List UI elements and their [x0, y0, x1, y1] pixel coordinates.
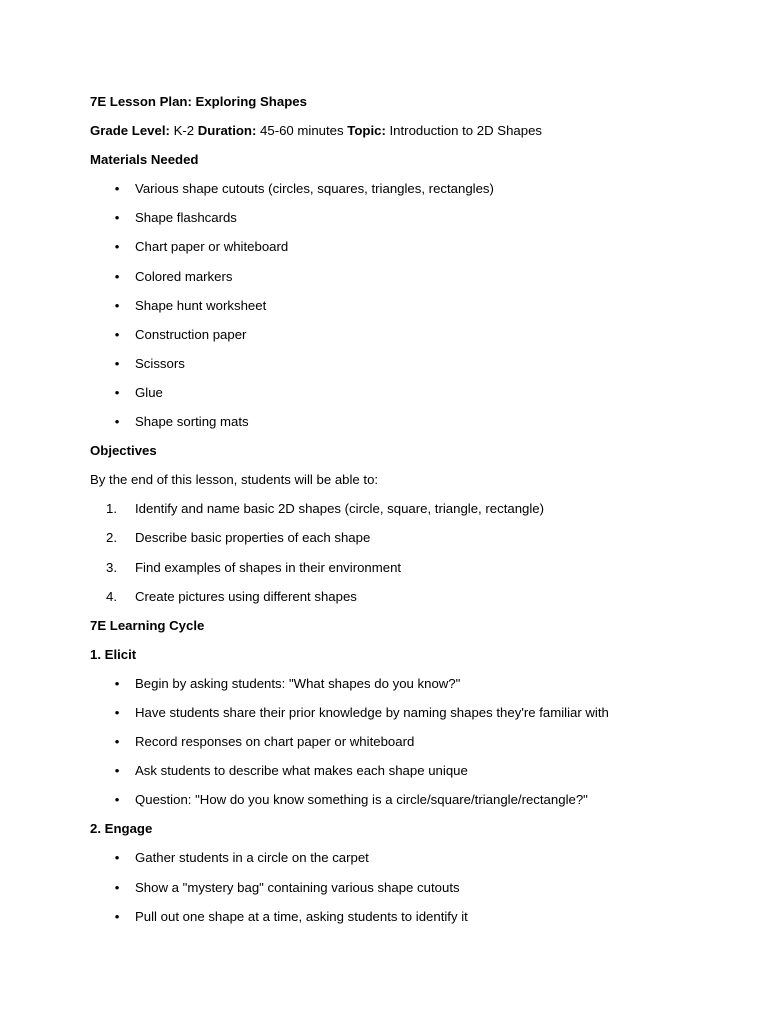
list-item: • Shape sorting mats — [90, 414, 690, 443]
elicit-list — [90, 676, 690, 821]
materials-list — [90, 181, 690, 443]
bullet-icon: • — [114, 879, 120, 895]
list-number: 2. — [106, 530, 117, 546]
objectives-intro: By the end of this lesson, students will be able to: — [90, 472, 379, 488]
list-item: • Glue — [90, 385, 690, 414]
list-item: • Have students share their prior knowledge by naming shapes they're familiar with — [90, 705, 690, 734]
list-number: 1. — [106, 501, 117, 517]
bullet-icon: • — [114, 355, 120, 371]
grade-level-value: K-2 — [169, 123, 198, 139]
bullet-icon: • — [114, 268, 120, 284]
list-item: • Pull out one shape at a time, asking students to identify it — [90, 909, 690, 938]
bullet-icon: • — [114, 239, 120, 255]
list-item: • Begin by asking students: "What shapes do you know?" — [90, 676, 690, 705]
list-item: • Show a "mystery bag" containing various shape cutouts — [90, 880, 690, 909]
objectives-heading: Objectives — [90, 443, 157, 459]
bullet-icon: • — [114, 850, 120, 866]
topic-label: Topic: — [347, 123, 386, 139]
bullet-icon: • — [114, 181, 120, 197]
list-item: 1. Identify and name basic 2D shapes (circle, square, triangle, rectangle) — [106, 501, 545, 517]
bullet-icon: • — [114, 210, 120, 226]
list-item: • Shape hunt worksheet — [90, 298, 690, 327]
objectives-list — [90, 501, 690, 617]
list-item: • Question: "How do you know something is a circle/square/triangle/rectangle?" — [90, 792, 690, 821]
bullet-icon: • — [114, 908, 120, 924]
materials-heading: Materials Needed — [90, 152, 199, 168]
bullet-icon: • — [114, 734, 120, 750]
list-item: • Record responses on chart paper or whiteboard — [90, 734, 690, 763]
list-item: 3. Find examples of shapes in their environment — [106, 559, 402, 575]
bullet-icon: • — [114, 704, 120, 720]
bullet-icon: • — [114, 414, 120, 430]
list-item: • Construction paper — [90, 327, 690, 356]
list-number: 4. — [106, 588, 117, 604]
elicit-heading: 1. Elicit — [90, 646, 137, 662]
grade-level-label: Grade Level: — [90, 123, 170, 139]
bullet-icon: • — [114, 675, 120, 691]
list-number: 3. — [106, 559, 117, 575]
list-item: • Colored markers — [90, 269, 690, 298]
engage-list — [90, 850, 690, 937]
duration-value: 45-60 minutes — [256, 123, 348, 139]
topic-value: Introduction to 2D Shapes — [385, 123, 543, 139]
list-item: • Various shape cutouts (circles, squares, triangles, rectangles) — [90, 181, 690, 210]
list-item: • Shape flashcards — [90, 210, 690, 239]
list-item: • Ask students to describe what makes each shape unique — [90, 763, 690, 792]
duration-label: Duration: — [197, 123, 257, 139]
list-item: • Gather students in a circle on the carpet — [90, 850, 690, 879]
bullet-icon: • — [114, 792, 120, 808]
lesson-meta — [90, 123, 690, 152]
engage-heading: 2. Engage — [90, 821, 153, 837]
learning-cycle-heading: 7E Learning Cycle — [90, 617, 205, 633]
bullet-icon: • — [114, 384, 120, 400]
bullet-icon: • — [114, 763, 120, 779]
bullet-icon: • — [114, 326, 120, 342]
list-item: • Scissors — [90, 356, 690, 385]
list-item: 4. Create pictures using different shapes — [106, 588, 357, 604]
document-title: 7E Lesson Plan: Exploring Shapes — [90, 94, 307, 109]
list-item: 2. Describe basic properties of each shape — [106, 530, 371, 546]
document-page — [90, 94, 690, 938]
list-item: • Chart paper or whiteboard — [90, 239, 690, 268]
bullet-icon: • — [114, 297, 120, 313]
